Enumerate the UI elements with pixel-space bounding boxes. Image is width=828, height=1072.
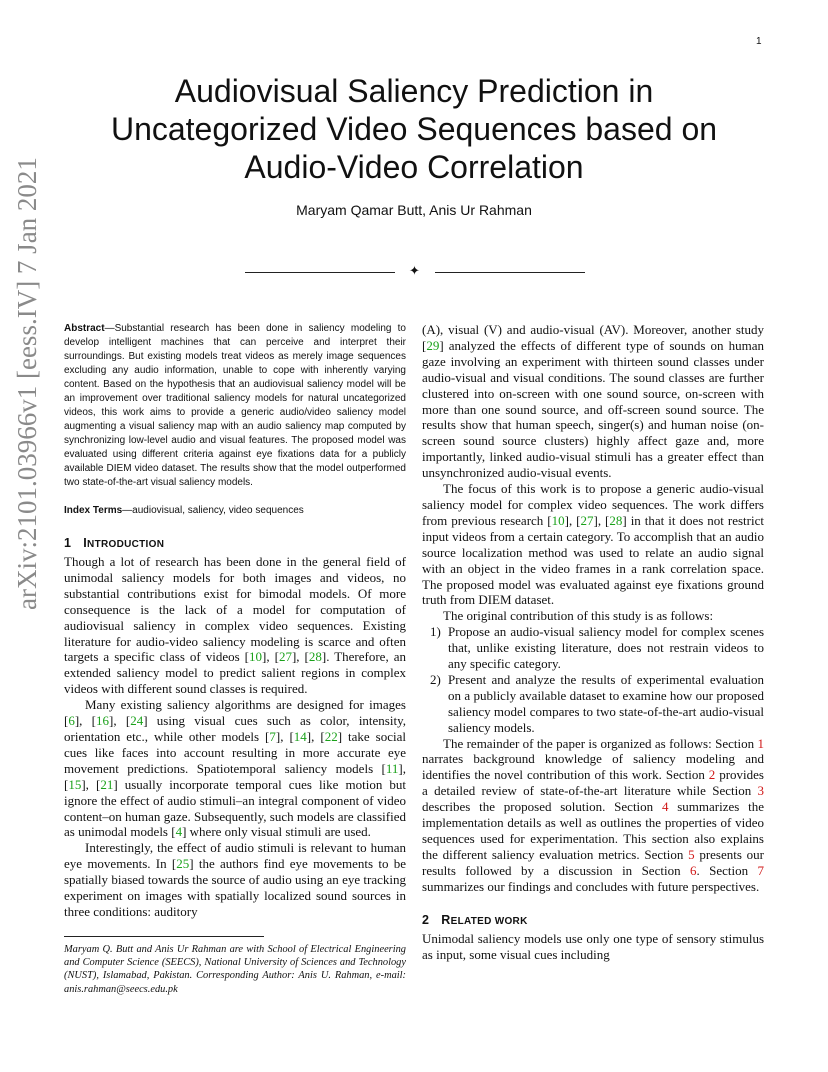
text-run: ], [ [291, 649, 309, 665]
section-number: 2 [422, 912, 430, 927]
author-list: Maryam Qamar Butt, Anis Ur Rahman [296, 202, 532, 218]
text-run: (A), visual (V) and audio-visual (AV). Moreover, another study [ [422, 322, 764, 353]
citation-link[interactable]: 29 [426, 337, 440, 353]
text-run: ] in that it does not restrict input videos from a certain category. To accomplish that an audio source localization method was used to relate an audio signal with an object in the video frames in a rank correlation space. The proposed model was evaluated against eye fixations ground truth from DIEM dataset. [422, 512, 764, 608]
section-reference-link[interactable]: 6 [689, 862, 697, 878]
body-paragraph [64, 697, 406, 840]
text-run: ] analyzed the effects of different type of sounds on human gaze involving an experiment with thirteen sound classes under audio-visual and visual conditions. The sound classes are further clustered into on-screen with one sound source, on-screen with more than one sound source, and off-screen sound source. The results show that human speech, singer(s) and human noise (on-screen sound source clusters) highly affect gaze and, more importantly, linked audio-visual stimuli has a greater effect than unsynchronized audio-visual events. [422, 337, 764, 481]
left-column [64, 322, 406, 996]
title-line: Audio-Video Correlation [244, 149, 584, 185]
title-line: Audiovisual Saliency Prediction in [174, 73, 654, 109]
text-run: . Section [696, 862, 758, 878]
text-run: Many existing saliency algorithms are designed for images [ [64, 697, 406, 729]
abstract-text: —Substantial research has been done in saliency modeling to develop intelligent machines that can perceive and interpret their surroundings. But existing models treat videos as merely image sequences excluding any audio information, unable to cope with inherently varying content. Based on the hypothesis that an audiovisual saliency model will be an improvement over traditional saliency models for natural uncategorized videos, this work aims to provide a generic audio/video saliency model augmenting a visual saliency map with an audio saliency map computed by synchronizing low-level audio and visual features. The proposed model was evaluated using different criteria against eye fixations data for a publicly available DIEM video dataset. The results show that the model outperformed two state-of-the-art visual saliency models. [64, 323, 406, 488]
text-run: ]. Therefore, an extended saliency model to predict salient regions in complex videos with different sound classes is required. [64, 649, 406, 697]
citation-link[interactable]: 11 [385, 760, 399, 776]
citation-link[interactable]: 22 [324, 728, 338, 744]
page-number: 1 [756, 36, 762, 47]
citation-link[interactable]: 25 [176, 856, 190, 872]
citation-link[interactable]: 27 [580, 512, 594, 528]
text-run: summarizes the implementation details as well as outlines the properties of video sequences used for experimentation. This section also explains the different saliency evaluation metrics. Section [422, 799, 764, 862]
text-run: ], [ [109, 713, 131, 729]
list-item-text: Propose an audio-visual saliency model for complex scenes that, unlike existing literature, does not restrain videos to any specific category. [448, 624, 764, 672]
list-item [422, 672, 764, 736]
citation-link[interactable]: 28 [609, 512, 623, 528]
body-paragraph [422, 322, 764, 481]
list-item-number: 1) [430, 624, 441, 640]
title-divider [245, 264, 585, 279]
citation-link[interactable]: 6 [68, 713, 75, 729]
text-run: ] the authors find eye movements to be spatially biased towards the source of audio using an eye tracking experiment on images with spatially localized sound sources in three conditions: auditory [64, 856, 406, 919]
index-terms-label: Index Terms [64, 505, 123, 516]
body-paragraph: The original contribution of this study is as follows: [443, 608, 714, 624]
abstract [64, 322, 406, 490]
section-reference-link[interactable]: 3 [757, 783, 764, 799]
body-paragraph [422, 481, 764, 608]
list-item-number: 2) [430, 671, 441, 687]
text-run: narrates background knowledge of saliency modeling and identifies the novel contribution of this work. Section [422, 751, 764, 783]
citation-link[interactable]: 14 [293, 728, 307, 744]
text-run: ], [ [74, 713, 97, 729]
contribution-list [422, 624, 764, 735]
divider-rule-left [245, 272, 395, 273]
body-paragraph: Unimodal saliency models use only one type of sensory stimulus as input, some visual cues including [422, 930, 764, 962]
section-reference-link[interactable]: 5 [688, 846, 695, 862]
citation-link[interactable]: 10 [551, 512, 565, 528]
text-run: ] usually incorporate temporal cues like motion but ignore the effect of audio stimuli–an integral component of video content–on human gaze. Subsequently, such models are classified as unimodal models [ [64, 776, 406, 840]
citation-link[interactable]: 24 [130, 713, 144, 729]
section-reference-link[interactable]: 4 [661, 799, 669, 815]
text-run: describes the proposed solution. Section [422, 799, 662, 815]
text-run: The focus of this work is to propose a generic audio-visual saliency model for complex video sequences. The work differs from previous research [ [422, 481, 764, 528]
text-run: presents our results followed by a discussion in Section [422, 846, 764, 878]
section-title-initial: I [83, 536, 88, 550]
text-run: The remainder of the paper is organized as follows: Section [443, 735, 758, 751]
divider-rule-right [435, 272, 585, 273]
paper-title [64, 72, 764, 186]
citation-link[interactable]: 10 [249, 649, 263, 665]
citation-link[interactable]: 21 [100, 776, 114, 792]
citation-link[interactable]: 27 [278, 649, 292, 665]
citation-link[interactable]: 15 [68, 776, 82, 792]
body-paragraph [64, 840, 406, 920]
section-reference-link[interactable]: 2 [708, 767, 716, 783]
text-run: ], [ [275, 728, 294, 744]
index-terms-text: —audiovisual, saliency, video sequences [122, 505, 304, 516]
section-title-initial: R [441, 912, 451, 927]
list-item [422, 624, 764, 672]
citation-link[interactable]: 7 [269, 728, 276, 744]
text-run: ] where only visual stimuli are used. [182, 824, 371, 840]
citation-link[interactable]: 28 [308, 649, 322, 665]
section-number: 1 [64, 536, 72, 550]
abstract-label: Abstract [64, 323, 105, 334]
section-reference-link[interactable]: 1 [757, 735, 764, 751]
text-run: ], [ [593, 512, 610, 528]
text-run: ], [ [262, 649, 279, 665]
text-run: summarizes our findings and concludes with future perspectives. [422, 878, 760, 894]
section-reference-link[interactable]: 7 [757, 862, 765, 878]
footnote-rule [64, 936, 264, 937]
text-run: ], [ [64, 760, 406, 792]
list-item-text: Present and analyze the results of experimental evaluation on a publicly available dataset to examine how our proposed saliency model compares to two state-of-the-art audio-visual saliency models. [448, 671, 764, 735]
section-title-rest: NTRODUCTION [87, 539, 165, 550]
text-run: ], [ [564, 512, 581, 528]
text-run: Though a lot of research has been done in the general field of unimodal saliency models for both images and videos, no substantial contributions exist for bimodal models. Of more consequence is the lack of a model for computation of audiovisual saliency in complex video sequences. Existing literature for audio-video saliency modeling is scarce and often targets a specific class of videos [ [64, 554, 406, 665]
text-run: ] using visual cues such as color, intensity, orientation etc., while other models [ [64, 713, 406, 744]
section-heading-introduction [64, 536, 406, 550]
citation-link[interactable]: 16 [96, 713, 110, 729]
body-paragraph [422, 736, 764, 895]
right-column [422, 322, 764, 962]
text-run: provides a detailed review of state-of-the-art literature while Section [422, 767, 764, 799]
author-affiliation-footnote: Maryam Q. Butt and Anis Ur Rahman are with School of Electrical Engineering and Computer Science (SEECS), National University of Sciences and Technology (NUST), Islamabad, Pakistan. Corresponding Author: Anis U. Rahman, e-mail: anis.rahman@seecs.edu.pk [64, 943, 406, 995]
text-run: ], [ [81, 776, 101, 792]
arxiv-identifier: arXiv:2101.03966v1 [eess.IV] 7 Jan 2021 [12, 157, 42, 610]
body-paragraph [64, 554, 406, 697]
divider-ornament-icon: ✦ [409, 264, 420, 279]
section-heading-related-work [422, 913, 764, 927]
text-run: ], [ [306, 728, 325, 744]
index-terms [64, 504, 406, 518]
text-run: Interestingly, the effect of audio stimuli is relevant to human eye movements. In [ [64, 840, 406, 872]
citation-link[interactable]: 4 [175, 824, 183, 840]
section-title-rest: ELATED WORK [450, 915, 528, 927]
text-run: ] take social cues like faces into account resulting in more accurate eye movement predictions. Spatiotemporal saliency models [ [64, 728, 406, 776]
title-line: Uncategorized Video Sequences based on [110, 111, 718, 147]
